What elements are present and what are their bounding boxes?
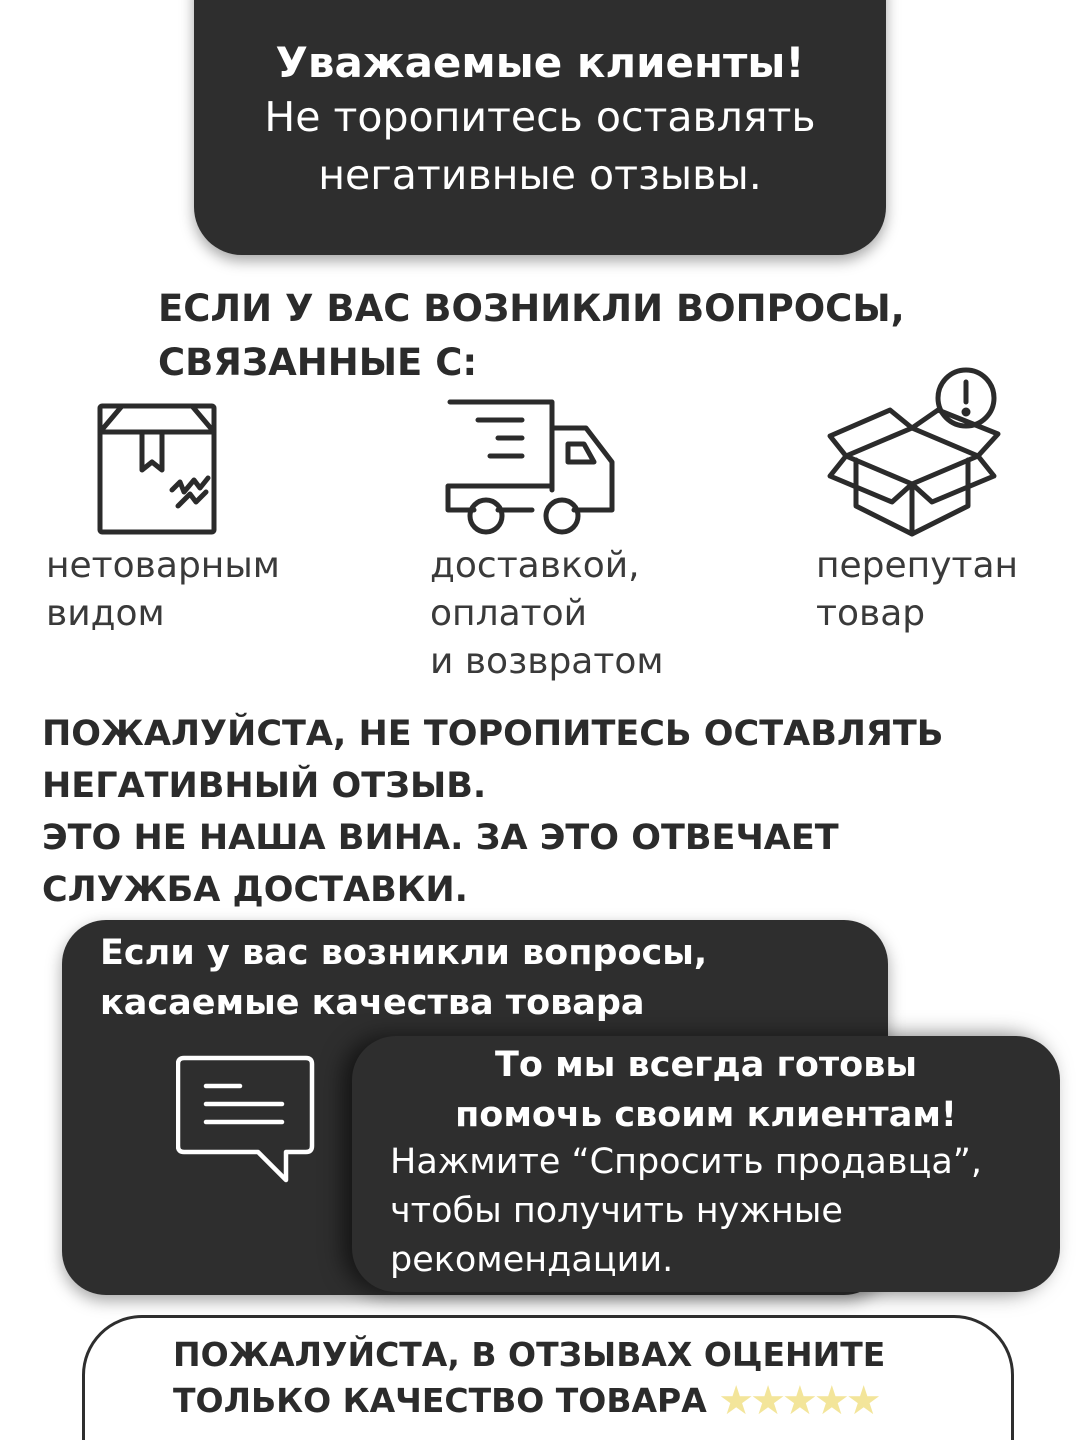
quality-card-line2: касаемые качества товара	[100, 983, 645, 1023]
help-card-body-line2: чтобы получить нужные	[390, 1191, 843, 1231]
warning-line2: НЕГАТИВНЫЙ ОТЗЫВ.	[42, 766, 487, 806]
delivery-truck-icon	[444, 398, 616, 538]
help-card	[352, 1036, 1060, 1292]
reason-label-wrong-item	[816, 542, 1018, 638]
rating-notice	[82, 1315, 1014, 1440]
box-warning-icon	[826, 366, 1006, 542]
warning-text	[42, 708, 1052, 916]
banner-title: Уважаемые клиенты!	[275, 38, 805, 87]
help-card-title-line2: помочь своим клиентам!	[455, 1095, 957, 1135]
reason-label-delivery	[430, 542, 664, 686]
reason-label-line: нетоварным	[46, 545, 280, 586]
rating-notice-line2	[173, 1378, 993, 1424]
chat-message-icon	[176, 1054, 316, 1186]
reason-label-line: и возвратом	[430, 641, 664, 682]
help-card-title	[352, 1040, 1060, 1140]
warning-line3: ЭТО НЕ НАША ВИНА. ЗА ЭТО ОТВЕЧАЕТ	[42, 818, 839, 858]
rating-notice-line1: ПОЖАЛУЙСТА, В ОТЗЫВАХ ОЦЕНИТЕ	[173, 1335, 886, 1374]
warning-line1: ПОЖАЛУЙСТА, НЕ ТОРОПИТЕСЬ ОСТАВЛЯТЬ	[42, 714, 944, 754]
rating-stars-icon: ★★★★★	[718, 1378, 878, 1424]
banner-subtitle	[194, 88, 886, 204]
help-card-title-line1: То мы всегда готовы	[495, 1045, 917, 1085]
quality-card-line1: Если у вас возникли вопросы,	[100, 933, 708, 973]
reason-label-line: доставкой,	[430, 545, 640, 586]
reason-label-line: оплатой	[430, 593, 588, 634]
rating-notice-text	[173, 1332, 993, 1424]
top-banner	[194, 0, 886, 255]
banner-subtitle-line2: негативные отзывы.	[318, 151, 762, 199]
banner-subtitle-line1: Не торопитесь оставлять	[264, 93, 816, 141]
reason-label-line: видом	[46, 593, 165, 634]
help-card-body	[390, 1138, 1060, 1285]
quality-card-text	[100, 928, 860, 1028]
rating-notice-line2-text: ТОЛЬКО КАЧЕСТВО ТОВАРА	[173, 1381, 707, 1420]
damaged-box-icon	[96, 402, 218, 536]
reason-label-line: перепутан	[816, 545, 1019, 586]
reason-label-line: товар	[816, 593, 926, 634]
reason-label-appearance	[46, 542, 280, 638]
help-card-body-line3: рекомендации.	[390, 1240, 674, 1280]
help-card-body-line1: Нажмите “Спросить продавца”,	[390, 1142, 983, 1182]
warning-line4: СЛУЖБА ДОСТАВКИ.	[42, 870, 468, 910]
questions-heading-line1: ЕСЛИ У ВАС ВОЗНИКЛИ ВОПРОСЫ,	[158, 287, 905, 330]
questions-heading-line2: СВЯЗАННЫЕ С:	[158, 341, 478, 384]
